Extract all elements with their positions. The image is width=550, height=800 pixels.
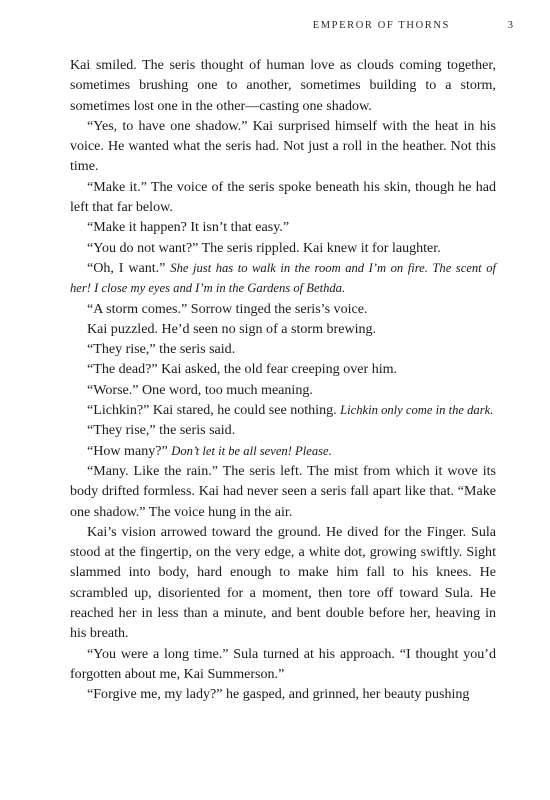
paragraph: “Lichkin?” Kai stared, he could see nothing. Lichkin only come in the dark. [87,402,494,419]
paragraph: “Worse.” One word, too much meaning. [87,381,313,398]
italic-thought: She just has to walk in the room and I’m on fire. The scent of her! I close my eyes and I’m in the Gardens of Bethda. [70,260,496,296]
paragraph: “Oh, I want.” She just has to walk in the room and I’m on fire. The scent of her! I close my eyes and I’m in the Gardens of Bethda. [70,259,496,296]
running-header [0,20,550,38]
paragraph: “How many?” Don’t let it be all seven! Please. [87,442,332,459]
paragraph: “You were a long time.” Sula turned at his approach. “I thought you’d forgotten about me, Kai Summerson.” [70,645,496,682]
paragraph: Kai’s vision arrowed toward the ground. He dived for the Finger. Sula stood at the fingertip, on the very edge, a white dot, growing swiftly. Sight slammed into body, hard enough to make him fall to his knees. He scrambled up, disoriented for a moment, then tore off toward Sula. He reached her in less than a minute, and bent double before her, heaving in his breath. [70,523,496,642]
paragraph: “Yes, to have one shadow.” Kai surprised himself with the heat in his voice. He wanted what the seris had. Not just a roll in the heather. Not this time. [70,117,496,175]
paragraph: “They rise,” the seris said. [87,341,236,358]
paragraph: “Make it.” The voice of the seris spoke beneath his skin, though he had left that far below. [70,178,496,216]
paragraph: “You do not want?” The seris rippled. Kai knew it for laughter. [87,239,441,256]
paragraph: “The dead?” Kai asked, the old fear creeping over him. [87,361,398,378]
paragraph: “A storm comes.” Sorrow tinged the seris’s voice. [87,300,368,317]
body-text [70,55,496,705]
paragraph: Kai puzzled. He’d seen no sign of a storm brewing. [87,320,377,337]
paragraph: “Make it happen? It isn’t that easy.” [87,219,290,236]
page-number: 3 [507,20,513,31]
paragraph: “Many. Like the rain.” The seris left. The mist from which it wove its body drifted formless. Kai had never seen a seris fall apart like that. “Make one shadow.” The voice hung in the air. [70,462,496,520]
paragraph: “They rise,” the seris said. [87,422,236,439]
running-title: EMPEROR OF THORNS [312,20,450,31]
italic-thought: Don’t let it be all seven! Please. [171,443,332,458]
paragraph: Kai smiled. The seris thought of human love as clouds coming together, sometimes brushing one to another, sometimes building to a storm, sometimes lost one in the other—casting one shadow. [70,57,496,114]
paragraph: “Forgive me, my lady?” he gasped, and grinned, her beauty pushing [87,686,470,703]
italic-thought: Lichkin only come in the dark. [340,403,494,418]
